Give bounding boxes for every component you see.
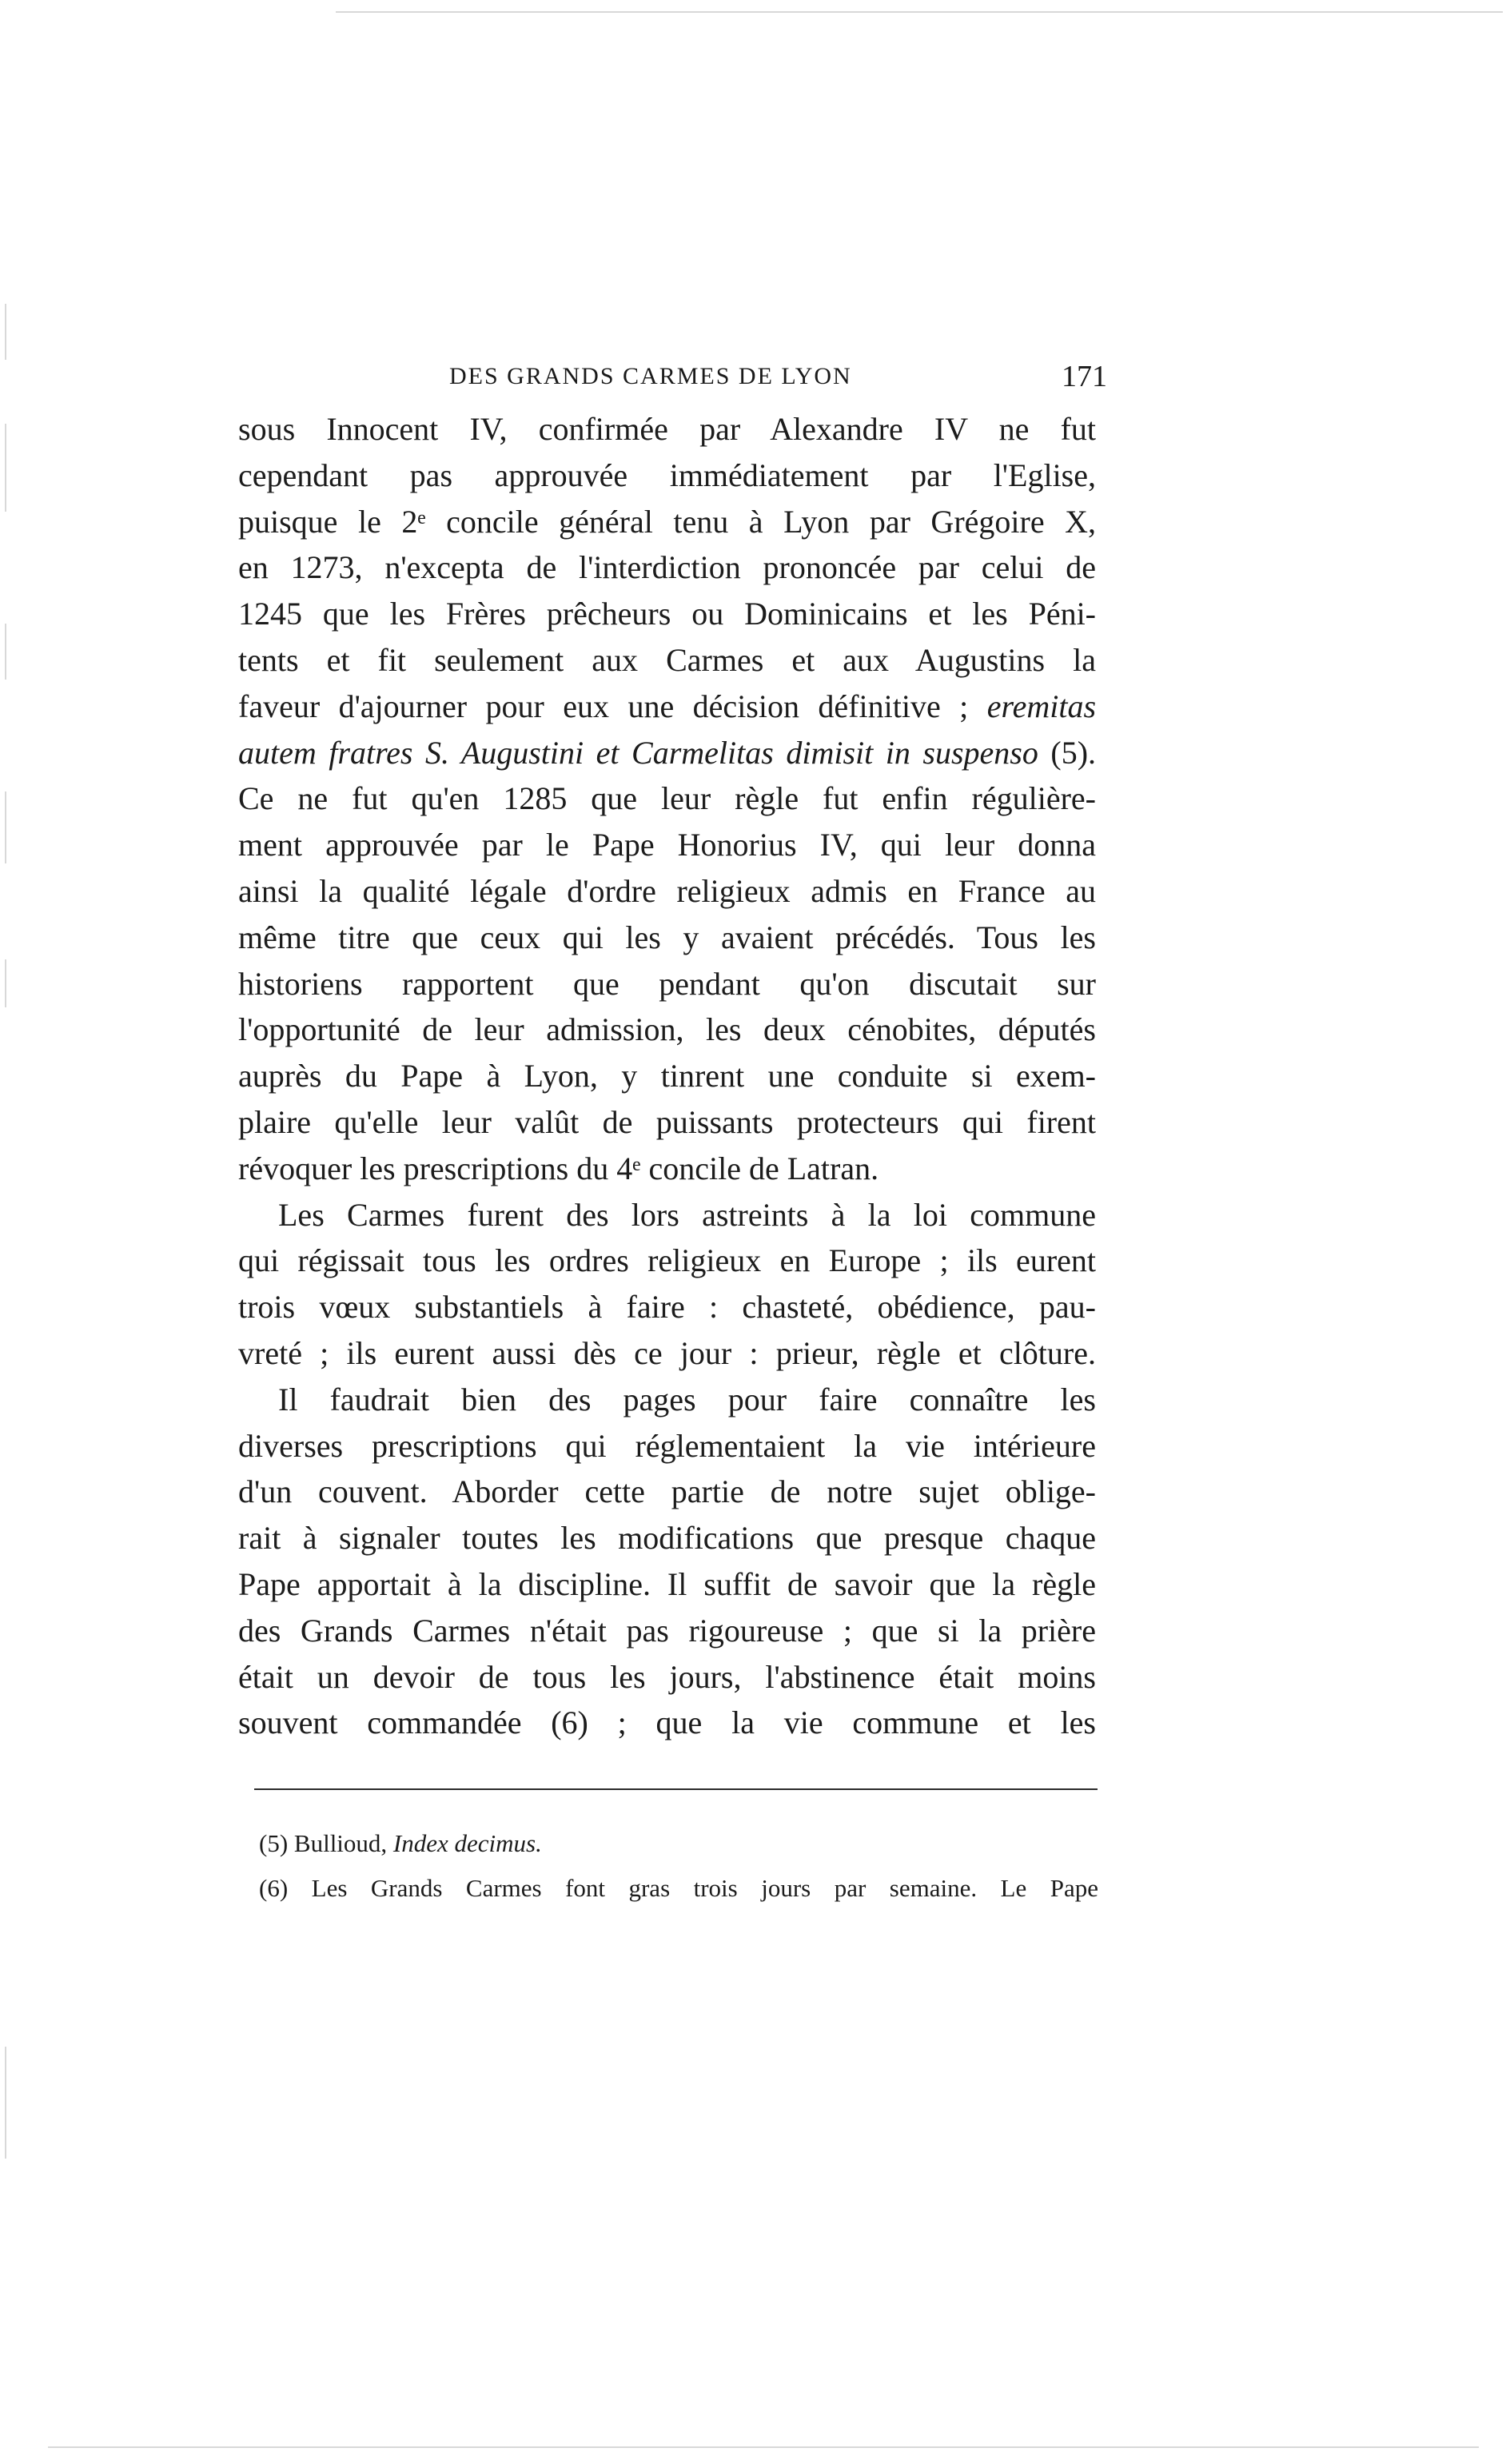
text-line: puisque le 2ᵉ concile général tenu à Lyon par Grégoire X,	[238, 503, 1096, 540]
text-line: révoquer les prescriptions du 4ᵉ concile de Latran.	[238, 1150, 879, 1186]
text-line: était un devoir de tous les jours, l'abstinence était moins	[238, 1658, 1096, 1695]
footnote-marker: (5)	[259, 1829, 289, 1857]
text-line: d'un couvent. Aborder cette partie de notre sujet oblige-	[238, 1473, 1096, 1510]
text-line: l'opportunité de leur admission, les deux cénobites, députés	[238, 1011, 1096, 1048]
footnote-separator	[254, 1788, 1098, 1790]
text-line: diverses prescriptions qui réglementaient la vie intérieure	[238, 1427, 1096, 1464]
footnote-6: (6) Les Grands Carmes font gras trois jours par semaine. Le Pape	[259, 1874, 1098, 1902]
scan-artifact-left-5	[5, 959, 6, 1007]
text-line-mixed	[238, 684, 1096, 730]
text-line: ment approuvée par le Pape Honorius IV, qui leur donna	[238, 827, 1096, 863]
scan-artifact-left-6	[5, 2047, 6, 2159]
scan-artifact-left-2	[5, 424, 6, 512]
running-head	[232, 357, 1107, 397]
text-line: en 1273, n'excepta de l'interdiction prononcée par celui de	[238, 549, 1096, 586]
text-line: rait à signaler toutes les modifications que presque chaque	[238, 1520, 1096, 1557]
text-line: Il faudrait bien des pages pour faire connaître les	[278, 1381, 1096, 1417]
footnote-author: Bullioud,	[293, 1829, 388, 1857]
footnote-ref: (5).	[1050, 734, 1096, 771]
footnotes	[259, 1821, 1098, 1911]
scan-artifact-left-4	[5, 791, 6, 863]
text-line: vreté ; ils eurent aussi dès ce jour : prieur, règle et clôture.	[238, 1334, 1096, 1371]
text-line: Les Carmes furent des lors astreints à la loi commune	[278, 1196, 1096, 1233]
text-line: historiens rapportent que pendant qu'on discutait sur	[238, 965, 1096, 1002]
scan-artifact-bottom	[48, 2446, 1479, 2448]
text-line-mixed	[238, 730, 1096, 776]
running-title: DES GRANDS CARMES DE LYON	[449, 363, 852, 389]
scan-artifact-left-1	[5, 304, 6, 360]
text-line: plaire qu'elle leur valût de puissants protecteurs qui firent	[238, 1103, 1096, 1140]
text-line: sous Innocent IV, confirmée par Alexandre IV ne fut	[238, 411, 1096, 447]
text-line: auprès du Pape à Lyon, y tinrent une conduite si exem-	[238, 1058, 1096, 1094]
text-line: Pape apportait à la discipline. Il suffit de savoir que la règle	[238, 1565, 1096, 1602]
text-line: même titre que ceux qui les y avaient précédés. Tous les	[238, 919, 1096, 955]
footnote-title: Index decimus.	[392, 1829, 542, 1857]
footnote-5	[259, 1821, 1098, 1866]
text-line: souvent commandée (6) ; que la vie commune et les	[238, 1704, 1096, 1741]
text-line: des Grands Carmes n'était pas rigoureuse ; que si la prière	[238, 1612, 1096, 1649]
text-line: ainsi la qualité légale d'ordre religieux admis en France au	[238, 872, 1096, 909]
italic-fragment: eremitas	[986, 688, 1096, 724]
text-line: tents et fit seulement aux Carmes et aux Augustins la	[238, 641, 1096, 678]
page-number: 171	[1062, 360, 1107, 393]
text-line: trois vœux substantiels à faire : chasteté, obédience, pau-	[238, 1289, 1096, 1326]
scan-artifact-left-3	[5, 624, 6, 680]
scan-artifact-top	[336, 11, 1503, 13]
text-line: cependant pas approuvée immédiatement par l'Eglise,	[238, 457, 1096, 493]
main-text	[238, 406, 1096, 1746]
text-fragment: faveur d'ajourner pour eux une décision définitive ;	[238, 688, 969, 724]
text-line: qui régissait tous les ordres religieux en Europe ; ils eurent	[238, 1242, 1096, 1279]
italic-fragment: autem fratres S. Augustini et Carmelitas dimisit in suspenso	[238, 734, 1038, 771]
text-line: Ce ne fut qu'en 1285 que leur règle fut enfin régulière-	[238, 780, 1096, 817]
text-line: 1245 que les Frères prêcheurs ou Dominicains et les Péni-	[238, 596, 1096, 632]
